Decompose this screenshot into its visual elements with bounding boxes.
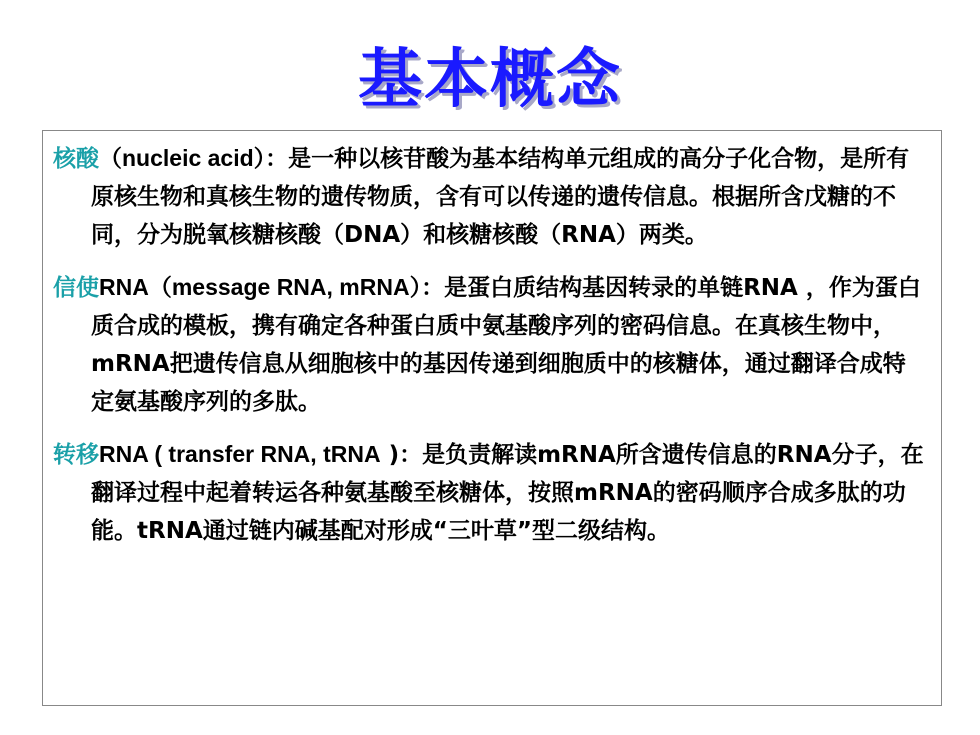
slide-title: 基本概念 — [358, 43, 622, 117]
term-trna: 转移 — [53, 442, 99, 468]
content-box — [42, 130, 942, 706]
paragraph-trna — [53, 435, 927, 550]
paragraph-mrna — [53, 268, 927, 421]
definition-text: ）：是一种以核苷酸为基本结构单元组成的高分子化合物，是所有原核生物和真核生物的遗传物质，含有可以传递的遗传信息。根据所含戊糖的不同，分为脱氧核糖核酸（DNA）和核糖核酸（RNA）两类。 — [91, 146, 910, 248]
term-prefix: RNA（ — [99, 274, 172, 300]
term-nucleic-acid: 核酸 — [53, 146, 99, 172]
term-mrna: 信使 — [53, 275, 99, 301]
term-english: nucleic acid — [122, 145, 254, 171]
paragraph-nucleic-acid — [53, 139, 927, 254]
definition-text: )：是负责解读mRNA所含遗传信息的RNA分子，在翻译过程中起着转运各种氨基酸至核糖体，按照mRNA的密码顺序合成多肽的功能。tRNA通过链内碱基配对形成“三叶草”型二级结构。 — [91, 442, 924, 544]
term-prefix: （ — [99, 146, 122, 172]
term-english: message RNA, mRNA — [171, 274, 410, 300]
term-prefix: RNA ( — [99, 441, 169, 467]
term-english: transfer RNA, tRNA — [168, 441, 381, 467]
definition-text: ）：是蛋白质结构基因转录的单链RNA ，作为蛋白质合成的模板，携有确定各种蛋白质中氨基酸序列的密码信息。在真核生物中，mRNA把遗传信息从细胞核中的基因传递到细胞质中的核糖体，通过翻译合成特定氨基酸序列的多肽。 — [91, 275, 921, 415]
